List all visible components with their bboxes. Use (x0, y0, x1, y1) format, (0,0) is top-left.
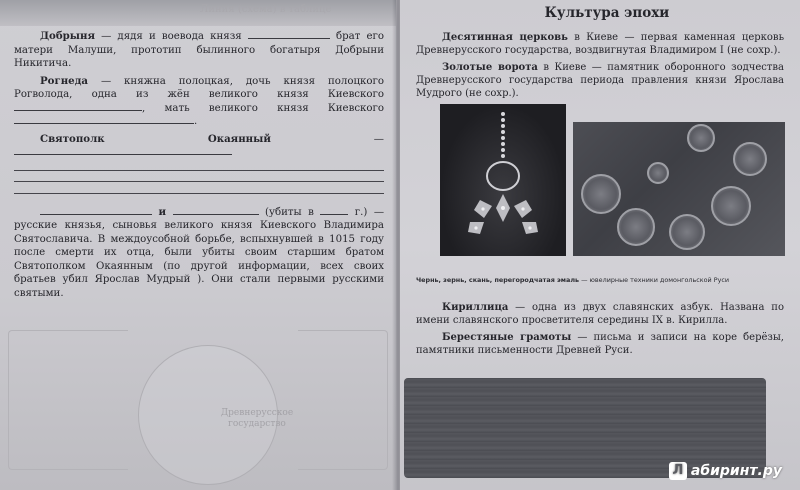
scheme-frame-left (8, 330, 128, 470)
entry-zolotye (416, 61, 784, 100)
caption-bold: Чернь, зернь, скань, перегородчатая эмаль (416, 276, 580, 284)
caption-text: — ювелирные техники домонгольской Руси (579, 276, 730, 284)
blank-field[interactable] (14, 146, 232, 155)
blank-field[interactable] (14, 102, 142, 111)
scheme-frame-right (298, 330, 388, 470)
left-page (0, 0, 396, 490)
right-entries-bottom (416, 301, 784, 357)
kirillitsa-text: — одна из двух славянских азбук. Названа по имени славянского просветителя середины IX в. Кирилла. (416, 302, 784, 326)
term-kirillitsa: Кириллица (442, 302, 509, 313)
jewelry-photos (416, 104, 784, 272)
labirint-logo-icon: Л (669, 462, 687, 480)
term-svyatopolk: Святополк Окаянный (40, 132, 271, 145)
term-zolotye: Золотые ворота (442, 62, 538, 73)
medallion (669, 214, 705, 250)
term-rogneda: Рогнеда (40, 74, 89, 87)
zolotye-text: в Киеве — памятник оборонного зодчества Древнерусского государства периода правления князи Ярослава Мудрого (не сохр.). (416, 62, 785, 99)
right-page (400, 0, 800, 490)
boris-gleb-text-1: (убиты в (258, 206, 321, 218)
rogneda-text-2: , мать великого князя Киевского (142, 102, 384, 114)
medallion (617, 208, 655, 246)
term-berestyanye: Берестяные грамоты (442, 332, 572, 343)
entry-svyatopolk (14, 133, 384, 160)
top-shadow (0, 0, 396, 26)
photo-caption (416, 276, 784, 285)
rogneda-text-1: — княжна полоцкая, дочь князя полоцкого Рогволода, одна из жён великого князя Киевского (14, 75, 384, 100)
medallion (647, 162, 669, 184)
term-desyatinnaya: Десятинная церковь (442, 32, 568, 43)
boris-gleb-text-2: г.) — русские князья, сыновья великого князя Киевского Владимира Святославича. В междоусобной борьбе, вспыхнувшей в 1015 году после смерти их отца, были убиты своим старшим братом Святополком Окаянным (по другой информации, всех своих братьев убил Ярослав Мудрый ). Они стали первыми русскими святыми. (14, 206, 385, 299)
medallion (687, 124, 715, 152)
desyatinnaya-text: в Киеве — первая каменная церковь Древнерусского государства, воздвигнутая Владимиром I (не сохр.). (416, 32, 785, 56)
answer-lines (14, 170, 384, 194)
term-dobrynya: Добрыня (40, 30, 95, 42)
watermark-text: абиринт.ру (690, 463, 782, 479)
blank-field[interactable] (40, 206, 152, 215)
circle-label: Древнерусское государство (220, 408, 294, 429)
pendant-illustration (440, 104, 566, 256)
conj-and: и (158, 205, 167, 218)
svyatopolk-text-1: — (270, 133, 384, 145)
dobrynya-text-1: — дядя и воевода князя (94, 31, 248, 42)
entry-boris-gleb (14, 206, 384, 301)
medallion (733, 142, 767, 176)
entry-dobrynya (14, 30, 384, 71)
medallion (581, 174, 621, 214)
right-entries-top (416, 31, 784, 100)
jewelry-photo-necklace (573, 122, 785, 256)
answer-line[interactable] (14, 170, 384, 171)
blank-field[interactable] (248, 30, 330, 39)
blank-field[interactable] (320, 206, 348, 215)
entry-berestyanye (416, 331, 784, 357)
entry-rogneda (14, 75, 384, 129)
blank-field[interactable] (14, 115, 194, 124)
answer-line[interactable] (14, 193, 384, 194)
dobrynya-text-2: брат его матери Малуши, прототип былинного богатыря Добрыни Никитича. (14, 31, 384, 69)
watermark (669, 462, 782, 480)
answer-line[interactable] (14, 181, 384, 182)
entry-kirillitsa (416, 301, 784, 327)
page-title: Культура эпохи (544, 5, 670, 21)
rogneda-text-3: . (194, 116, 198, 127)
berestyanye-text: — письма и записи на коре берёзы, памятники письменности Древней Руси. (416, 332, 784, 356)
entry-desyatinnaya (416, 31, 784, 57)
medallion (711, 186, 751, 226)
jewelry-photo-pendant (440, 104, 566, 256)
blank-field[interactable] (173, 206, 259, 215)
ghost-header: Линия (схема) в таблице (200, 4, 332, 15)
